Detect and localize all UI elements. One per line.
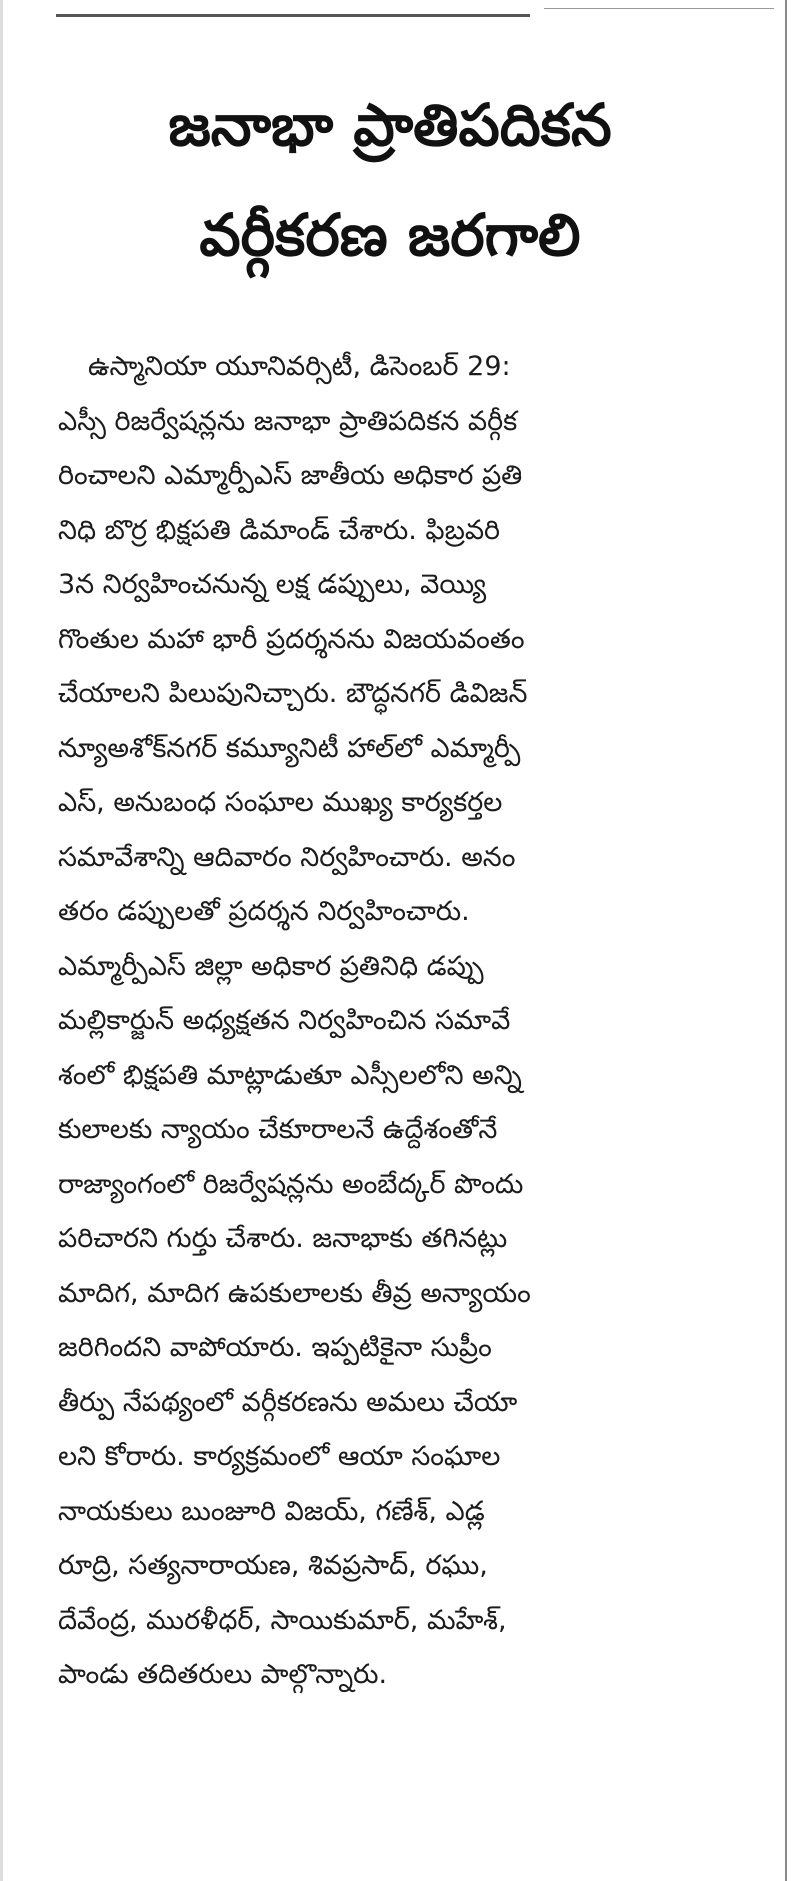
article-line: నాయకులు బుంజూరి విజయ్, గణేశ్, ఎడ్ల — [58, 1495, 485, 1527]
article-headline — [40, 70, 740, 290]
article-line: పాండు తదితరులు పాల్గొన్నారు. — [58, 1659, 388, 1690]
article-line: నిధి బొర్ర భిక్షపతి డిమాండ్ చేశారు. ఫిబ్రవరి — [58, 514, 501, 546]
article-line: లని కోరారు. కార్యక్రమంలో ఆయా సంఘాల — [58, 1441, 501, 1472]
article-line: 3న నిర్వహించనున్న లక్ష డప్పులు, వెయ్యి — [58, 569, 487, 600]
article-line: ఎస్సీ రిజర్వేషన్లను జనాభా ప్రాతిపదికన వర్గీక — [58, 405, 518, 437]
column-rule-right — [785, 0, 787, 1881]
article-line: రించాలని ఎమ్మార్పీఎస్ జాతీయ అధికార ప్రతి — [58, 460, 523, 491]
article-line: ఎస్, అనుబంధ సంఘాల ముఖ్య కార్యకర్తల — [58, 787, 503, 818]
article-line: పరిచారని గుర్తు చేశారు. జనాభాకు తగినట్లు — [58, 1223, 508, 1254]
headline-line-1: జనాభా ప్రాతిపదికన — [168, 91, 612, 159]
article-line: తీర్పు నేపథ్యంలో వర్గీకరణను అమలు చేయా — [58, 1386, 518, 1418]
article-line: రాజ్యాంగంలో రిజర్వేషన్లను అంబేద్కర్ పొందు — [58, 1168, 524, 1200]
page-left-edge — [0, 0, 3, 1881]
article-line: దేవేంద్ర, మురళీధర్, సాయికుమార్, మహేశ్, — [58, 1604, 507, 1636]
article-line: చేయాలని పిలుపునిచ్చారు. బౌద్ధనగర్ డివిజన్ — [58, 678, 528, 709]
article-line: శంలో భిక్షపతి మాట్లాడుతూ ఎస్సీలలోని అన్ని — [58, 1059, 522, 1091]
article-line: సమావేశాన్ని ఆదివారం నిర్వహించారు. అనం — [58, 841, 516, 873]
article-body — [58, 340, 758, 1703]
headline-line-2: వర్గీకరణ జరగాలి — [199, 201, 581, 269]
article-dateline: ఉస్మానియా యూనివర్సిటీ, డిసెంబర్ 29: — [88, 351, 511, 382]
article-line: రూద్రి, సత్యనారాయణ, శివప్రసాద్, రఘు, — [58, 1550, 488, 1581]
article-line: తరం డప్పులతో ప్రదర్శన నిర్వహించారు. — [58, 896, 470, 927]
top-rule-thick — [56, 14, 530, 17]
article-line: మాదిగ, మాదిగ ఉపకులాలకు తీవ్ర అన్యాయం — [58, 1277, 531, 1309]
article-line: మల్లికార్జున్ అధ్యక్షతన నిర్వహించిన సమావే — [58, 1005, 511, 1036]
article-line: ఎమ్మార్పీఎస్ జిల్లా అధికార ప్రతినిధి డప్పు — [58, 950, 484, 982]
article-line: న్యూఅశోక్‌నగర్ కమ్యూనిటీ హాల్‌లో ఎమ్మార్పీ — [58, 732, 521, 764]
article-line: గొంతుల మహా భారీ ప్రదర్శనను విజయవంతం — [58, 623, 525, 655]
top-rule-thin — [544, 8, 774, 9]
article-line: కులాలకు న్యాయం చేకూరాలనే ఉద్దేశంతోనే — [58, 1114, 498, 1145]
article-line: జరిగిందని వాపోయారు. ఇప్పటికైనా సుప్రీం — [58, 1332, 492, 1363]
